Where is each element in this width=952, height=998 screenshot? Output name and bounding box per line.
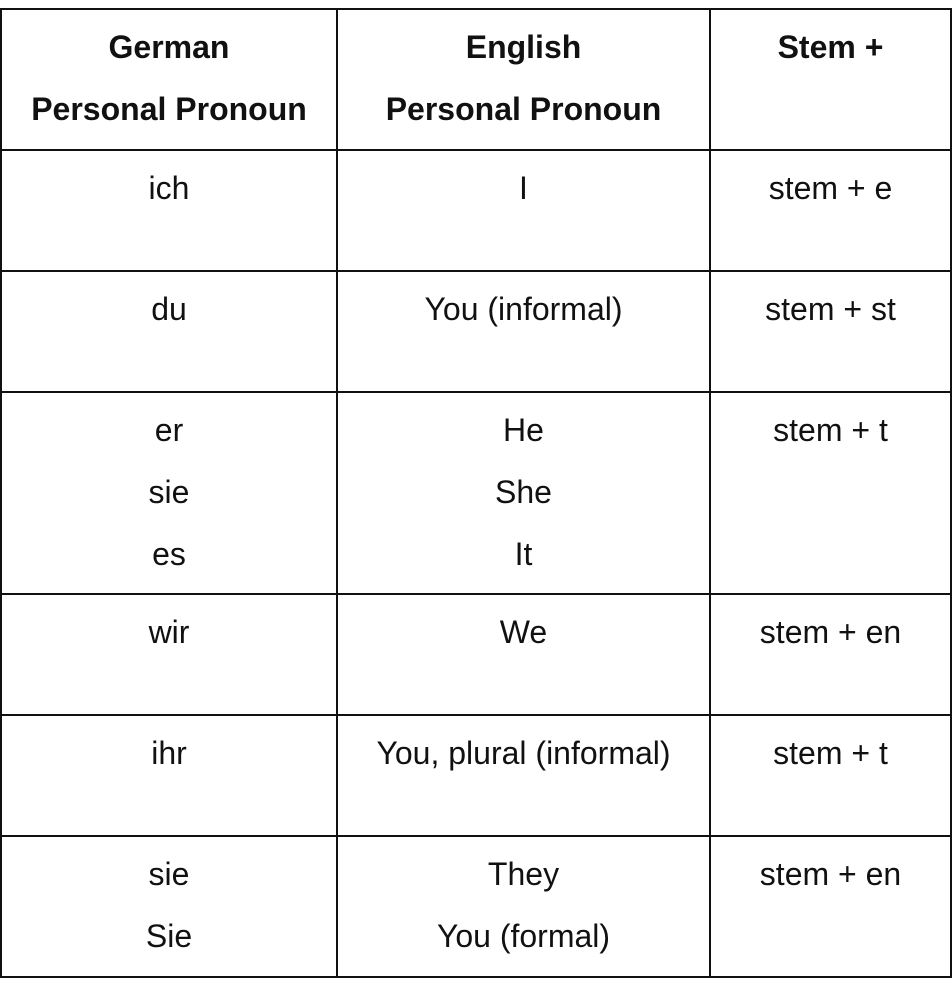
german-pronoun: wir — [148, 614, 190, 650]
conjugation-table — [0, 8, 952, 978]
cell-english — [337, 271, 710, 392]
cell-german — [1, 150, 337, 271]
header-stem-line: Stem + — [777, 29, 884, 65]
header-stem — [710, 9, 951, 150]
german-pronoun: ihr — [151, 735, 187, 771]
cell-german — [1, 715, 337, 836]
cell-english — [337, 594, 710, 715]
table-row — [1, 836, 951, 977]
table-row — [1, 150, 951, 271]
english-pronoun: It — [514, 536, 533, 572]
english-pronoun: They — [487, 856, 560, 892]
cell-german — [1, 271, 337, 392]
stem-ending: stem + t — [773, 412, 888, 448]
german-pronoun: es — [152, 536, 186, 572]
table-row — [1, 392, 951, 594]
german-pronoun: sie — [148, 856, 190, 892]
cell-stem — [710, 715, 951, 836]
cell-english — [337, 836, 710, 977]
cell-english — [337, 392, 710, 594]
cell-stem — [710, 836, 951, 977]
stem-ending: stem + en — [759, 614, 902, 650]
header-english-line: Personal Pronoun — [385, 91, 662, 127]
german-pronoun: sie — [148, 474, 190, 510]
cell-german — [1, 392, 337, 594]
english-pronoun: We — [499, 614, 548, 650]
table-row — [1, 715, 951, 836]
stem-ending: stem + st — [765, 291, 896, 327]
english-pronoun: You (informal) — [424, 291, 623, 327]
cell-german — [1, 836, 337, 977]
english-pronoun: You, plural (informal) — [376, 735, 671, 771]
table-header-row — [1, 9, 951, 150]
cell-german — [1, 594, 337, 715]
header-german — [1, 9, 337, 150]
cell-english — [337, 715, 710, 836]
cell-english — [337, 150, 710, 271]
header-english-line: English — [465, 29, 582, 65]
stem-ending: stem + en — [759, 856, 902, 892]
header-german-line: Personal Pronoun — [31, 91, 307, 127]
cell-stem — [710, 594, 951, 715]
cell-stem — [710, 392, 951, 594]
cell-stem — [710, 271, 951, 392]
table-row — [1, 271, 951, 392]
german-pronoun: ich — [148, 170, 190, 206]
stem-ending: stem + t — [773, 735, 888, 771]
english-pronoun: He — [503, 412, 544, 448]
german-pronoun: du — [151, 291, 187, 327]
table-row — [1, 594, 951, 715]
german-pronoun: Sie — [145, 918, 193, 954]
header-english — [337, 9, 710, 150]
cell-stem — [710, 150, 951, 271]
header-german-line: German — [108, 29, 230, 65]
german-pronoun: er — [154, 412, 184, 448]
english-pronoun: I — [519, 170, 528, 206]
stem-ending: stem + e — [768, 170, 893, 206]
english-pronoun: You (formal) — [436, 918, 611, 954]
english-pronoun: She — [495, 474, 552, 510]
